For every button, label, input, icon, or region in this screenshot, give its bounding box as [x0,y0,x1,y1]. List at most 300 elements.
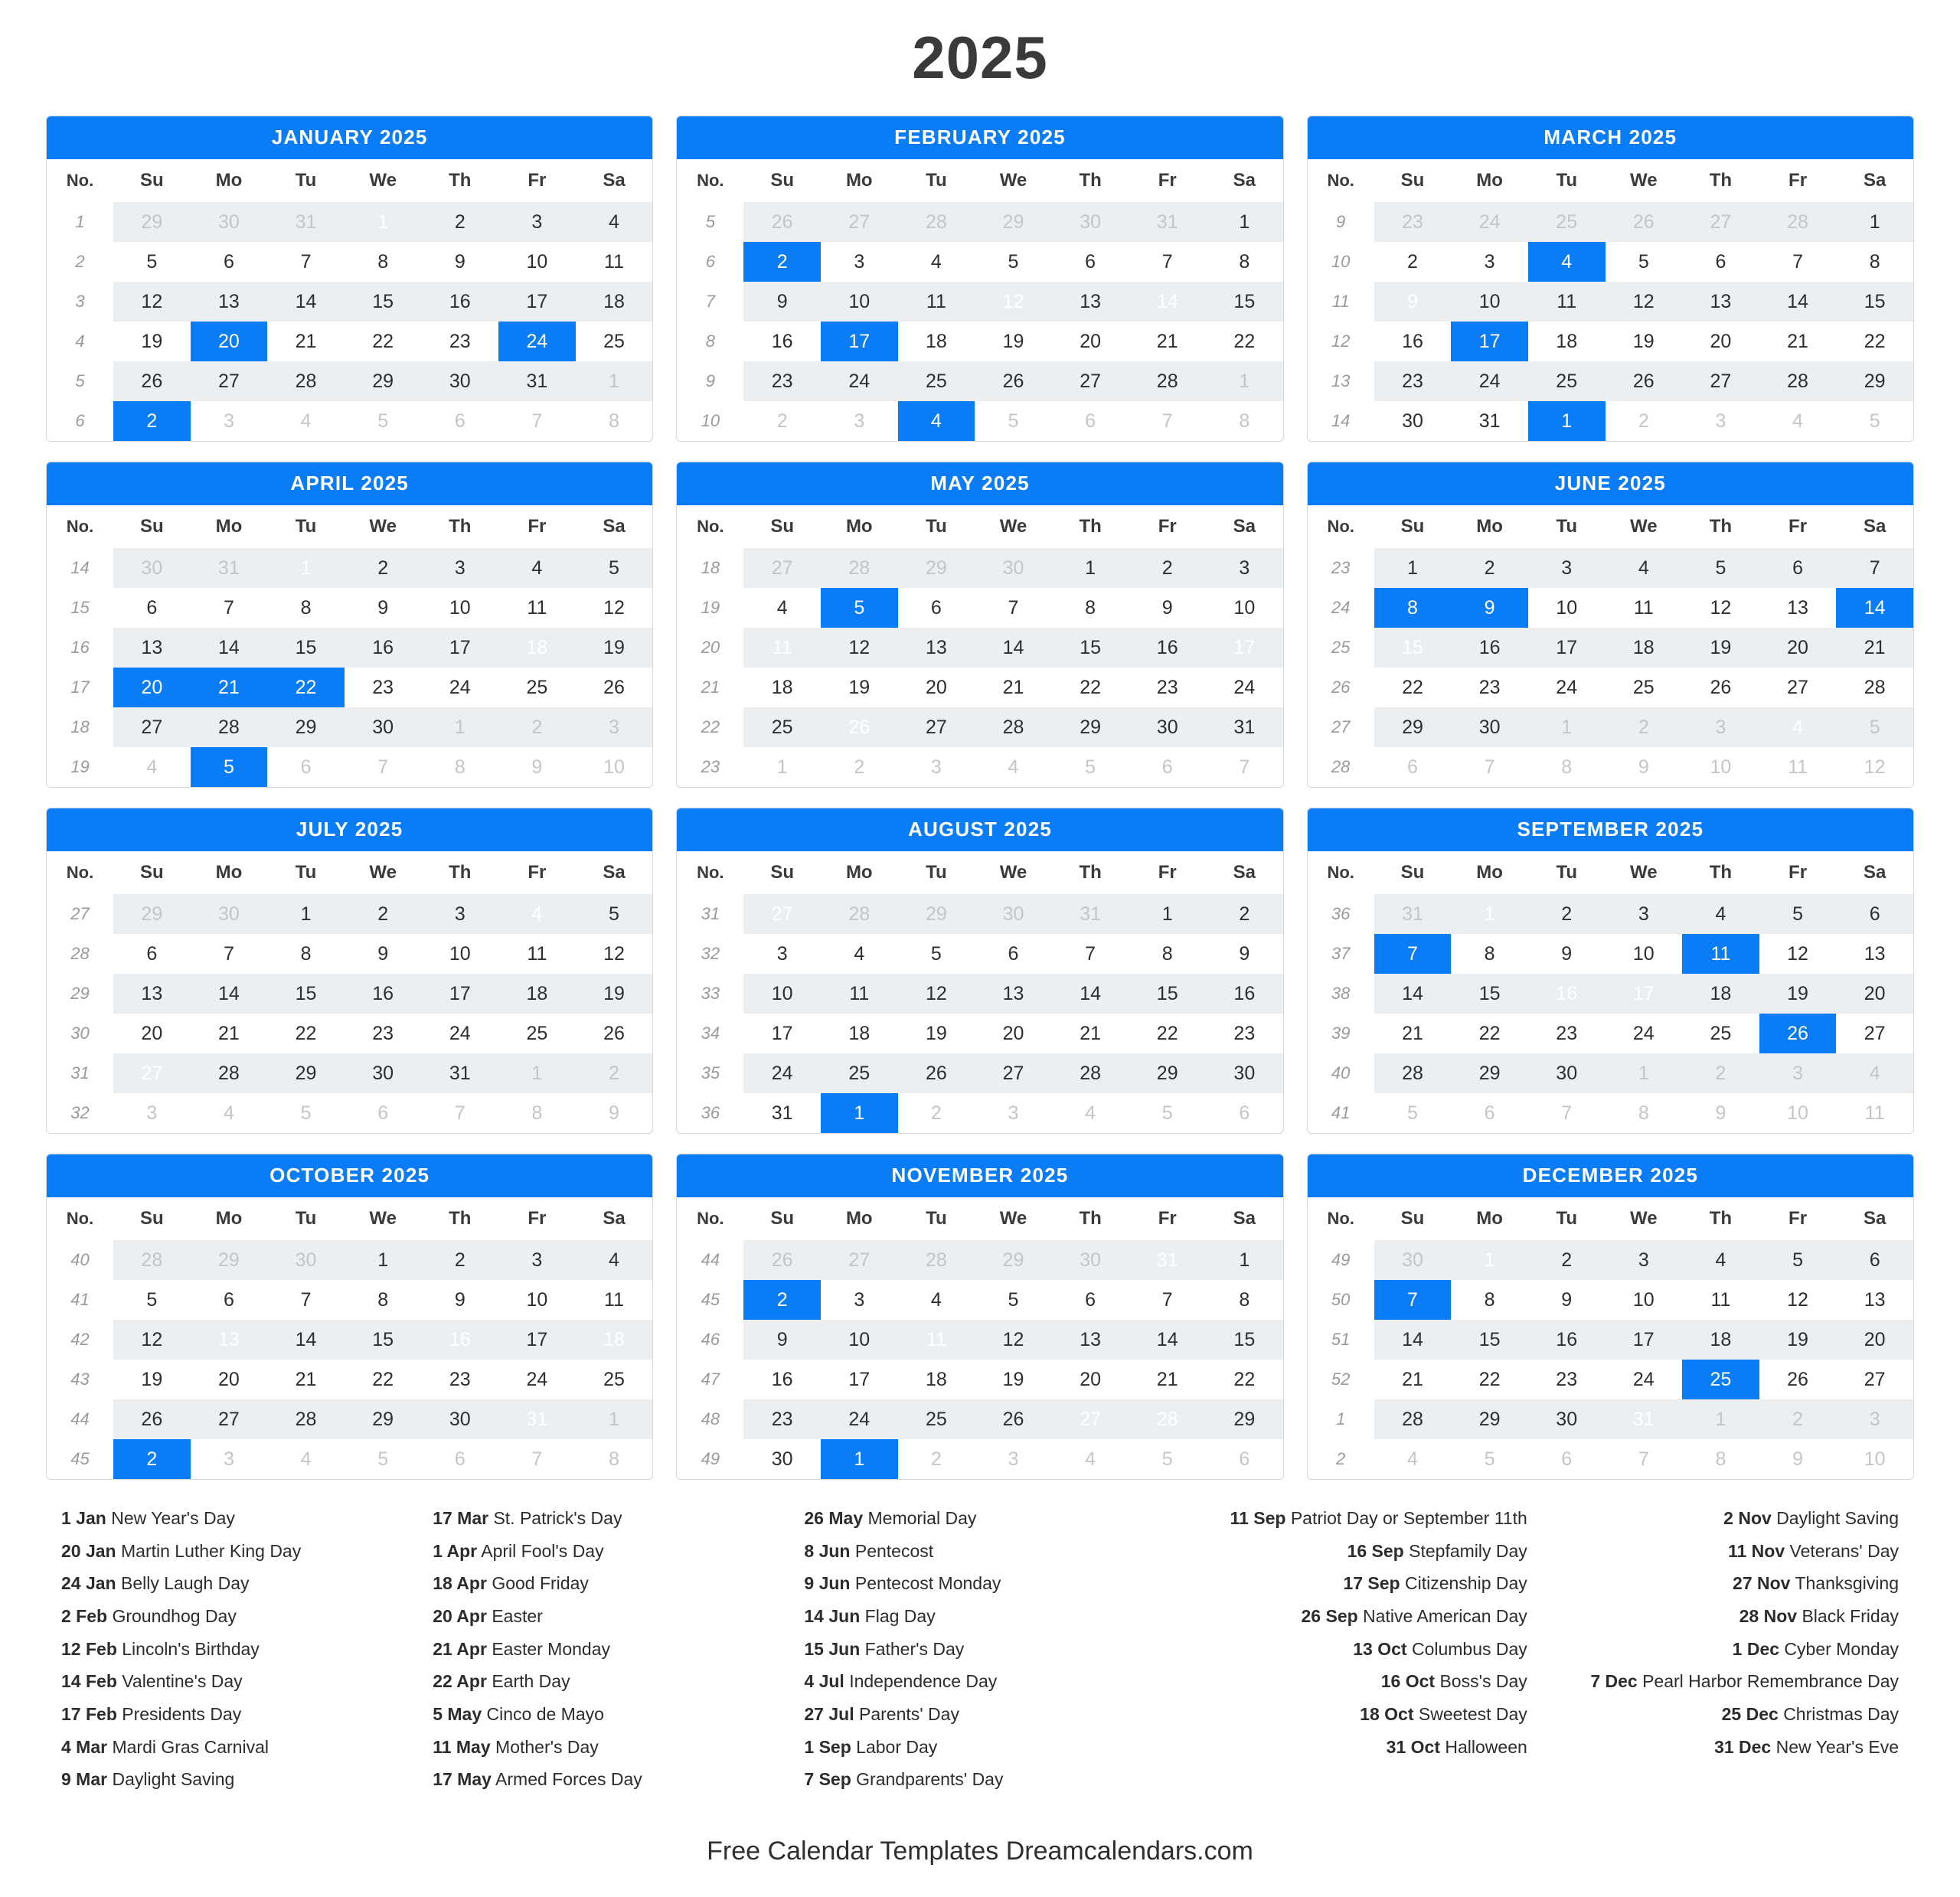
day-cell[interactable] [1052,668,1129,707]
day-cell[interactable] [1836,894,1913,934]
day-cell[interactable] [1759,668,1837,707]
day-cell[interactable] [267,242,345,282]
day-cell[interactable] [1836,1439,1913,1479]
day-cell[interactable] [1682,548,1759,588]
day-cell[interactable] [821,974,898,1014]
day-cell[interactable] [1052,322,1129,361]
day-cell[interactable] [1528,322,1606,361]
day-cell[interactable] [743,1360,821,1399]
day-cell[interactable] [898,1360,975,1399]
day-cell[interactable] [267,548,345,588]
day-cell[interactable] [1374,548,1452,588]
day-cell[interactable] [191,1399,268,1439]
day-cell[interactable] [1606,202,1683,242]
day-cell[interactable] [743,1399,821,1439]
day-cell[interactable] [576,1280,653,1320]
day-cell[interactable] [1206,1280,1283,1320]
day-cell[interactable] [498,1439,576,1479]
day-cell[interactable] [1836,1240,1913,1280]
day-cell[interactable] [1682,1093,1759,1133]
day-cell[interactable] [1528,894,1606,934]
day-cell[interactable] [1206,242,1283,282]
day-cell[interactable] [1451,707,1528,747]
day-cell[interactable] [821,1014,898,1053]
day-cell[interactable] [1374,1320,1452,1360]
day-cell[interactable] [898,588,975,628]
day-cell[interactable] [421,1360,498,1399]
day-cell[interactable] [1759,1093,1837,1133]
day-cell[interactable] [1374,894,1452,934]
day-cell[interactable] [1528,1280,1606,1320]
day-cell[interactable] [1682,1240,1759,1280]
day-cell[interactable] [1451,548,1528,588]
day-cell[interactable] [498,1399,576,1439]
day-cell[interactable] [1606,361,1683,401]
day-cell[interactable] [113,707,191,747]
day-cell[interactable] [898,282,975,322]
day-cell[interactable] [113,548,191,588]
day-cell[interactable] [576,1320,653,1360]
day-cell[interactable] [576,282,653,322]
day-cell[interactable] [975,747,1052,787]
day-cell[interactable] [267,1320,345,1360]
day-cell[interactable] [743,242,821,282]
day-cell[interactable] [576,1399,653,1439]
day-cell[interactable] [1206,707,1283,747]
day-cell[interactable] [975,894,1052,934]
day-cell[interactable] [1528,548,1606,588]
day-cell[interactable] [191,548,268,588]
day-cell[interactable] [898,934,975,974]
day-cell[interactable] [1451,934,1528,974]
day-cell[interactable] [113,401,191,441]
day-cell[interactable] [113,1399,191,1439]
day-cell[interactable] [345,628,422,668]
day-cell[interactable] [898,668,975,707]
day-cell[interactable] [267,1014,345,1053]
day-cell[interactable] [1451,361,1528,401]
day-cell[interactable] [1451,282,1528,322]
day-cell[interactable] [1374,1439,1452,1479]
day-cell[interactable] [1759,1360,1837,1399]
day-cell[interactable] [1129,1053,1206,1093]
day-cell[interactable] [1528,628,1606,668]
day-cell[interactable] [1129,588,1206,628]
day-cell[interactable] [821,747,898,787]
day-cell[interactable] [898,628,975,668]
day-cell[interactable] [267,401,345,441]
day-cell[interactable] [498,1093,576,1133]
day-cell[interactable] [1451,1014,1528,1053]
day-cell[interactable] [421,322,498,361]
day-cell[interactable] [1206,202,1283,242]
day-cell[interactable] [1451,1053,1528,1093]
day-cell[interactable] [1606,548,1683,588]
day-cell[interactable] [975,1280,1052,1320]
day-cell[interactable] [191,1360,268,1399]
day-cell[interactable] [191,282,268,322]
day-cell[interactable] [1528,1093,1606,1133]
day-cell[interactable] [1682,934,1759,974]
day-cell[interactable] [1528,1014,1606,1053]
day-cell[interactable] [1129,1280,1206,1320]
day-cell[interactable] [1052,361,1129,401]
day-cell[interactable] [898,361,975,401]
day-cell[interactable] [113,1320,191,1360]
day-cell[interactable] [743,1093,821,1133]
day-cell[interactable] [191,1053,268,1093]
day-cell[interactable] [1374,401,1452,441]
day-cell[interactable] [1052,894,1129,934]
day-cell[interactable] [1759,361,1837,401]
day-cell[interactable] [421,707,498,747]
day-cell[interactable] [1682,242,1759,282]
day-cell[interactable] [821,1093,898,1133]
day-cell[interactable] [975,242,1052,282]
day-cell[interactable] [743,668,821,707]
day-cell[interactable] [1528,202,1606,242]
day-cell[interactable] [1528,1360,1606,1399]
day-cell[interactable] [421,894,498,934]
day-cell[interactable] [191,668,268,707]
day-cell[interactable] [1451,242,1528,282]
day-cell[interactable] [345,934,422,974]
day-cell[interactable] [821,668,898,707]
day-cell[interactable] [1606,1320,1683,1360]
day-cell[interactable] [898,1053,975,1093]
day-cell[interactable] [576,322,653,361]
day-cell[interactable] [975,628,1052,668]
day-cell[interactable] [743,1240,821,1280]
day-cell[interactable] [898,242,975,282]
day-cell[interactable] [1759,242,1837,282]
day-cell[interactable] [975,1014,1052,1053]
day-cell[interactable] [1606,1280,1683,1320]
day-cell[interactable] [1129,974,1206,1014]
day-cell[interactable] [1528,401,1606,441]
day-cell[interactable] [113,1014,191,1053]
day-cell[interactable] [1682,588,1759,628]
day-cell[interactable] [191,242,268,282]
day-cell[interactable] [1451,1093,1528,1133]
day-cell[interactable] [191,974,268,1014]
day-cell[interactable] [191,707,268,747]
day-cell[interactable] [821,894,898,934]
day-cell[interactable] [113,588,191,628]
day-cell[interactable] [191,747,268,787]
day-cell[interactable] [421,934,498,974]
day-cell[interactable] [1052,934,1129,974]
day-cell[interactable] [498,1014,576,1053]
day-cell[interactable] [1129,202,1206,242]
day-cell[interactable] [191,1093,268,1133]
day-cell[interactable] [1759,1053,1837,1093]
day-cell[interactable] [1682,1439,1759,1479]
day-cell[interactable] [1129,361,1206,401]
day-cell[interactable] [576,1439,653,1479]
day-cell[interactable] [1451,1360,1528,1399]
day-cell[interactable] [1759,588,1837,628]
day-cell[interactable] [421,1439,498,1479]
day-cell[interactable] [498,747,576,787]
day-cell[interactable] [1528,934,1606,974]
day-cell[interactable] [1682,668,1759,707]
day-cell[interactable] [345,1280,422,1320]
day-cell[interactable] [576,242,653,282]
day-cell[interactable] [1374,1053,1452,1093]
day-cell[interactable] [1129,1320,1206,1360]
day-cell[interactable] [1836,361,1913,401]
day-cell[interactable] [1682,628,1759,668]
day-cell[interactable] [498,242,576,282]
day-cell[interactable] [1052,628,1129,668]
day-cell[interactable] [113,628,191,668]
day-cell[interactable] [267,1280,345,1320]
day-cell[interactable] [821,588,898,628]
day-cell[interactable] [1759,628,1837,668]
day-cell[interactable] [113,1093,191,1133]
day-cell[interactable] [1374,668,1452,707]
day-cell[interactable] [975,322,1052,361]
day-cell[interactable] [1606,1053,1683,1093]
day-cell[interactable] [345,707,422,747]
day-cell[interactable] [975,1399,1052,1439]
day-cell[interactable] [498,361,576,401]
day-cell[interactable] [743,934,821,974]
day-cell[interactable] [1206,894,1283,934]
day-cell[interactable] [498,1280,576,1320]
day-cell[interactable] [1606,322,1683,361]
day-cell[interactable] [1206,1093,1283,1133]
day-cell[interactable] [1206,668,1283,707]
day-cell[interactable] [821,1439,898,1479]
day-cell[interactable] [743,548,821,588]
day-cell[interactable] [1129,282,1206,322]
day-cell[interactable] [345,1240,422,1280]
day-cell[interactable] [1759,282,1837,322]
day-cell[interactable] [498,628,576,668]
day-cell[interactable] [1528,974,1606,1014]
day-cell[interactable] [1836,747,1913,787]
day-cell[interactable] [576,548,653,588]
day-cell[interactable] [1528,747,1606,787]
day-cell[interactable] [1052,1014,1129,1053]
day-cell[interactable] [498,934,576,974]
day-cell[interactable] [1759,934,1837,974]
day-cell[interactable] [1606,1439,1683,1479]
day-cell[interactable] [1759,1240,1837,1280]
day-cell[interactable] [1129,322,1206,361]
day-cell[interactable] [421,628,498,668]
day-cell[interactable] [743,747,821,787]
day-cell[interactable] [743,401,821,441]
day-cell[interactable] [421,588,498,628]
day-cell[interactable] [1374,1280,1452,1320]
day-cell[interactable] [1759,894,1837,934]
day-cell[interactable] [1836,707,1913,747]
day-cell[interactable] [1606,668,1683,707]
day-cell[interactable] [576,1093,653,1133]
day-cell[interactable] [345,1399,422,1439]
day-cell[interactable] [1206,747,1283,787]
day-cell[interactable] [1206,1360,1283,1399]
day-cell[interactable] [1206,1240,1283,1280]
day-cell[interactable] [421,1280,498,1320]
day-cell[interactable] [267,668,345,707]
day-cell[interactable] [821,322,898,361]
day-cell[interactable] [191,1439,268,1479]
day-cell[interactable] [1606,1014,1683,1053]
day-cell[interactable] [1129,1399,1206,1439]
day-cell[interactable] [1836,282,1913,322]
day-cell[interactable] [1836,1014,1913,1053]
day-cell[interactable] [345,588,422,628]
day-cell[interactable] [1374,1360,1452,1399]
day-cell[interactable] [1606,588,1683,628]
day-cell[interactable] [1606,1240,1683,1280]
day-cell[interactable] [821,707,898,747]
day-cell[interactable] [1374,747,1452,787]
day-cell[interactable] [975,668,1052,707]
day-cell[interactable] [1836,548,1913,588]
day-cell[interactable] [1682,401,1759,441]
day-cell[interactable] [421,1014,498,1053]
day-cell[interactable] [498,322,576,361]
day-cell[interactable] [345,894,422,934]
day-cell[interactable] [898,1240,975,1280]
day-cell[interactable] [421,1093,498,1133]
day-cell[interactable] [421,1399,498,1439]
day-cell[interactable] [1129,1093,1206,1133]
day-cell[interactable] [1129,747,1206,787]
day-cell[interactable] [743,894,821,934]
day-cell[interactable] [1606,401,1683,441]
day-cell[interactable] [1052,974,1129,1014]
day-cell[interactable] [1052,548,1129,588]
day-cell[interactable] [1206,1014,1283,1053]
day-cell[interactable] [498,1320,576,1360]
day-cell[interactable] [345,1439,422,1479]
day-cell[interactable] [1374,361,1452,401]
day-cell[interactable] [975,1360,1052,1399]
day-cell[interactable] [1052,401,1129,441]
day-cell[interactable] [267,1360,345,1399]
day-cell[interactable] [1374,588,1452,628]
day-cell[interactable] [1052,1093,1129,1133]
day-cell[interactable] [576,934,653,974]
day-cell[interactable] [1129,401,1206,441]
day-cell[interactable] [821,1360,898,1399]
day-cell[interactable] [576,1053,653,1093]
day-cell[interactable] [421,202,498,242]
day-cell[interactable] [267,628,345,668]
day-cell[interactable] [498,401,576,441]
day-cell[interactable] [1129,548,1206,588]
day-cell[interactable] [576,202,653,242]
day-cell[interactable] [1759,202,1837,242]
day-cell[interactable] [1374,242,1452,282]
day-cell[interactable] [898,1093,975,1133]
day-cell[interactable] [267,1053,345,1093]
day-cell[interactable] [1836,1053,1913,1093]
day-cell[interactable] [1374,628,1452,668]
day-cell[interactable] [267,1240,345,1280]
day-cell[interactable] [1129,707,1206,747]
day-cell[interactable] [1528,1240,1606,1280]
day-cell[interactable] [898,1280,975,1320]
day-cell[interactable] [421,1320,498,1360]
day-cell[interactable] [267,202,345,242]
day-cell[interactable] [1052,1320,1129,1360]
day-cell[interactable] [345,668,422,707]
day-cell[interactable] [345,1320,422,1360]
day-cell[interactable] [1206,1439,1283,1479]
day-cell[interactable] [191,1280,268,1320]
day-cell[interactable] [743,974,821,1014]
day-cell[interactable] [1836,1093,1913,1133]
day-cell[interactable] [975,934,1052,974]
day-cell[interactable] [1836,401,1913,441]
day-cell[interactable] [1206,1399,1283,1439]
day-cell[interactable] [267,1093,345,1133]
day-cell[interactable] [1374,934,1452,974]
day-cell[interactable] [113,668,191,707]
day-cell[interactable] [898,401,975,441]
day-cell[interactable] [191,588,268,628]
day-cell[interactable] [576,747,653,787]
day-cell[interactable] [421,548,498,588]
day-cell[interactable] [1451,1399,1528,1439]
day-cell[interactable] [1836,202,1913,242]
day-cell[interactable] [1759,1320,1837,1360]
day-cell[interactable] [975,974,1052,1014]
day-cell[interactable] [821,361,898,401]
day-cell[interactable] [743,628,821,668]
day-cell[interactable] [191,934,268,974]
day-cell[interactable] [498,668,576,707]
day-cell[interactable] [898,894,975,934]
day-cell[interactable] [191,1240,268,1280]
day-cell[interactable] [1052,747,1129,787]
day-cell[interactable] [1759,974,1837,1014]
day-cell[interactable] [1129,1014,1206,1053]
day-cell[interactable] [1451,1280,1528,1320]
day-cell[interactable] [1836,668,1913,707]
day-cell[interactable] [1759,1439,1837,1479]
day-cell[interactable] [1836,588,1913,628]
day-cell[interactable] [1052,1240,1129,1280]
day-cell[interactable] [191,1320,268,1360]
day-cell[interactable] [975,707,1052,747]
day-cell[interactable] [498,588,576,628]
day-cell[interactable] [113,242,191,282]
day-cell[interactable] [267,934,345,974]
day-cell[interactable] [345,747,422,787]
day-cell[interactable] [1451,974,1528,1014]
day-cell[interactable] [421,1053,498,1093]
day-cell[interactable] [1836,934,1913,974]
day-cell[interactable] [576,974,653,1014]
day-cell[interactable] [113,1280,191,1320]
day-cell[interactable] [743,1320,821,1360]
day-cell[interactable] [576,1014,653,1053]
day-cell[interactable] [113,747,191,787]
day-cell[interactable] [821,628,898,668]
day-cell[interactable] [1451,322,1528,361]
day-cell[interactable] [1451,1320,1528,1360]
day-cell[interactable] [1206,588,1283,628]
day-cell[interactable] [113,1439,191,1479]
